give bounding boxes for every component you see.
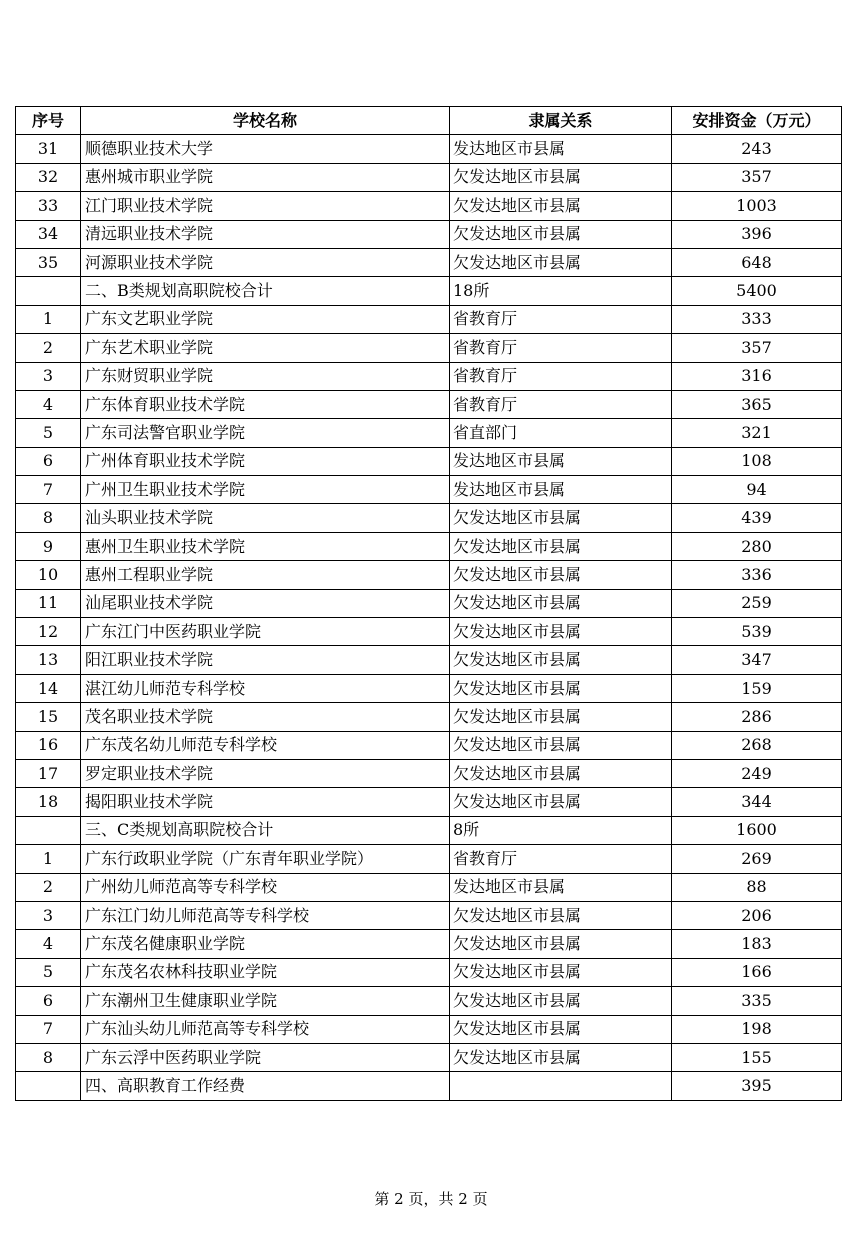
cell-school-name: 广东汕头幼儿师范高等专科学校 bbox=[81, 1015, 450, 1043]
cell-affiliation: 省教育厅 bbox=[450, 334, 672, 362]
cell-serial-number: 15 bbox=[16, 703, 81, 731]
table-row bbox=[16, 646, 842, 674]
cell-serial-number: 33 bbox=[16, 192, 81, 220]
table-row bbox=[16, 362, 842, 390]
cell-school-name: 惠州城市职业学院 bbox=[81, 163, 450, 191]
cell-affiliation: 发达地区市县属 bbox=[450, 476, 672, 504]
table-row bbox=[16, 135, 842, 163]
cell-allocated-funds: 243 bbox=[672, 135, 842, 163]
cell-allocated-funds: 539 bbox=[672, 618, 842, 646]
cell-affiliation: 欠发达地区市县属 bbox=[450, 987, 672, 1015]
cell-school-name: 广东司法警官职业学院 bbox=[81, 419, 450, 447]
cell-allocated-funds: 1003 bbox=[672, 192, 842, 220]
cell-affiliation: 欠发达地区市县属 bbox=[450, 192, 672, 220]
cell-allocated-funds: 198 bbox=[672, 1015, 842, 1043]
table-row bbox=[16, 987, 842, 1015]
table-row bbox=[16, 419, 842, 447]
cell-serial-number: 32 bbox=[16, 163, 81, 191]
cell-serial-number: 11 bbox=[16, 589, 81, 617]
cell-serial-number: 9 bbox=[16, 532, 81, 560]
cell-serial-number: 8 bbox=[16, 1043, 81, 1071]
cell-school-name: 二、B类规划高职院校合计 bbox=[81, 277, 450, 305]
cell-affiliation: 发达地区市县属 bbox=[450, 135, 672, 163]
cell-affiliation: 欠发达地区市县属 bbox=[450, 731, 672, 759]
header-serial-number: 序号 bbox=[16, 107, 81, 135]
table-row bbox=[16, 901, 842, 929]
table-header-row bbox=[16, 107, 842, 135]
cell-school-name: 清远职业技术学院 bbox=[81, 220, 450, 248]
cell-affiliation: 省教育厅 bbox=[450, 362, 672, 390]
cell-affiliation: 欠发达地区市县属 bbox=[450, 1015, 672, 1043]
cell-serial-number: 10 bbox=[16, 561, 81, 589]
cell-affiliation: 省教育厅 bbox=[450, 390, 672, 418]
funding-table bbox=[15, 106, 842, 1101]
cell-serial-number: 7 bbox=[16, 1015, 81, 1043]
cell-serial-number bbox=[16, 277, 81, 305]
cell-serial-number: 3 bbox=[16, 901, 81, 929]
cell-serial-number: 17 bbox=[16, 759, 81, 787]
cell-affiliation: 欠发达地区市县属 bbox=[450, 788, 672, 816]
cell-school-name: 江门职业技术学院 bbox=[81, 192, 450, 220]
cell-serial-number: 1 bbox=[16, 845, 81, 873]
cell-serial-number: 34 bbox=[16, 220, 81, 248]
cell-allocated-funds: 333 bbox=[672, 305, 842, 333]
cell-affiliation: 省教育厅 bbox=[450, 305, 672, 333]
cell-allocated-funds: 206 bbox=[672, 901, 842, 929]
cell-serial-number: 4 bbox=[16, 930, 81, 958]
funding-table-container bbox=[15, 106, 841, 1101]
cell-allocated-funds: 269 bbox=[672, 845, 842, 873]
cell-affiliation: 发达地区市县属 bbox=[450, 447, 672, 475]
cell-serial-number: 5 bbox=[16, 419, 81, 447]
table-row bbox=[16, 1072, 842, 1100]
cell-serial-number: 35 bbox=[16, 248, 81, 276]
cell-affiliation: 欠发达地区市县属 bbox=[450, 703, 672, 731]
table-row bbox=[16, 532, 842, 560]
cell-serial-number: 5 bbox=[16, 958, 81, 986]
table-row bbox=[16, 476, 842, 504]
cell-serial-number: 31 bbox=[16, 135, 81, 163]
cell-school-name: 广州体育职业技术学院 bbox=[81, 447, 450, 475]
cell-serial-number: 18 bbox=[16, 788, 81, 816]
cell-serial-number bbox=[16, 1072, 81, 1100]
table-row bbox=[16, 873, 842, 901]
cell-serial-number: 1 bbox=[16, 305, 81, 333]
header-school-name: 学校名称 bbox=[81, 107, 450, 135]
cell-school-name: 罗定职业技术学院 bbox=[81, 759, 450, 787]
cell-allocated-funds: 268 bbox=[672, 731, 842, 759]
cell-affiliation bbox=[450, 1072, 672, 1100]
page-number-footer: 第 2 页，共 2 页 bbox=[374, 1190, 488, 1208]
table-row bbox=[16, 731, 842, 759]
cell-school-name: 广东茂名健康职业学院 bbox=[81, 930, 450, 958]
table-row bbox=[16, 192, 842, 220]
cell-serial-number: 4 bbox=[16, 390, 81, 418]
cell-serial-number: 2 bbox=[16, 334, 81, 362]
cell-allocated-funds: 347 bbox=[672, 646, 842, 674]
table-row bbox=[16, 958, 842, 986]
cell-serial-number: 2 bbox=[16, 873, 81, 901]
cell-school-name: 揭阳职业技术学院 bbox=[81, 788, 450, 816]
cell-serial-number: 16 bbox=[16, 731, 81, 759]
cell-school-name: 汕头职业技术学院 bbox=[81, 504, 450, 532]
cell-school-name: 广州卫生职业技术学院 bbox=[81, 476, 450, 504]
cell-allocated-funds: 280 bbox=[672, 532, 842, 560]
cell-affiliation: 欠发达地区市县属 bbox=[450, 532, 672, 560]
cell-serial-number: 6 bbox=[16, 987, 81, 1015]
cell-allocated-funds: 357 bbox=[672, 163, 842, 191]
cell-serial-number: 14 bbox=[16, 674, 81, 702]
cell-school-name: 广东行政职业学院（广东青年职业学院） bbox=[81, 845, 450, 873]
table-row bbox=[16, 305, 842, 333]
cell-allocated-funds: 316 bbox=[672, 362, 842, 390]
cell-serial-number bbox=[16, 816, 81, 844]
cell-serial-number: 3 bbox=[16, 362, 81, 390]
cell-affiliation: 欠发达地区市县属 bbox=[450, 163, 672, 191]
cell-school-name: 广东潮州卫生健康职业学院 bbox=[81, 987, 450, 1015]
table-row bbox=[16, 930, 842, 958]
cell-school-name: 广东江门幼儿师范高等专科学校 bbox=[81, 901, 450, 929]
cell-school-name: 广东茂名农林科技职业学院 bbox=[81, 958, 450, 986]
cell-affiliation: 欠发达地区市县属 bbox=[450, 618, 672, 646]
cell-affiliation: 8所 bbox=[450, 816, 672, 844]
cell-school-name: 广东云浮中医药职业学院 bbox=[81, 1043, 450, 1071]
table-row bbox=[16, 703, 842, 731]
table-row bbox=[16, 447, 842, 475]
cell-affiliation: 省教育厅 bbox=[450, 845, 672, 873]
cell-affiliation: 欠发达地区市县属 bbox=[450, 901, 672, 929]
table-row bbox=[16, 816, 842, 844]
cell-school-name: 广东财贸职业学院 bbox=[81, 362, 450, 390]
cell-affiliation: 欠发达地区市县属 bbox=[450, 561, 672, 589]
cell-school-name: 汕尾职业技术学院 bbox=[81, 589, 450, 617]
cell-affiliation: 省直部门 bbox=[450, 419, 672, 447]
cell-school-name: 四、高职教育工作经费 bbox=[81, 1072, 450, 1100]
cell-allocated-funds: 396 bbox=[672, 220, 842, 248]
cell-school-name: 广东文艺职业学院 bbox=[81, 305, 450, 333]
cell-allocated-funds: 183 bbox=[672, 930, 842, 958]
cell-school-name: 惠州卫生职业技术学院 bbox=[81, 532, 450, 560]
cell-school-name: 河源职业技术学院 bbox=[81, 248, 450, 276]
cell-allocated-funds: 166 bbox=[672, 958, 842, 986]
cell-school-name: 广东体育职业技术学院 bbox=[81, 390, 450, 418]
table-row bbox=[16, 504, 842, 532]
cell-affiliation: 欠发达地区市县属 bbox=[450, 646, 672, 674]
cell-school-name: 广东江门中医药职业学院 bbox=[81, 618, 450, 646]
table-row bbox=[16, 334, 842, 362]
cell-affiliation: 欠发达地区市县属 bbox=[450, 930, 672, 958]
table-body bbox=[16, 135, 842, 1100]
cell-school-name: 惠州工程职业学院 bbox=[81, 561, 450, 589]
cell-serial-number: 12 bbox=[16, 618, 81, 646]
cell-serial-number: 7 bbox=[16, 476, 81, 504]
cell-affiliation: 欠发达地区市县属 bbox=[450, 589, 672, 617]
table-row bbox=[16, 759, 842, 787]
cell-affiliation: 欠发达地区市县属 bbox=[450, 759, 672, 787]
cell-allocated-funds: 259 bbox=[672, 589, 842, 617]
table-row bbox=[16, 788, 842, 816]
cell-allocated-funds: 108 bbox=[672, 447, 842, 475]
cell-allocated-funds: 249 bbox=[672, 759, 842, 787]
table-row bbox=[16, 1015, 842, 1043]
header-allocated-funds: 安排资金（万元） bbox=[672, 107, 842, 135]
cell-school-name: 三、C类规划高职院校合计 bbox=[81, 816, 450, 844]
table-row bbox=[16, 589, 842, 617]
cell-allocated-funds: 321 bbox=[672, 419, 842, 447]
cell-allocated-funds: 648 bbox=[672, 248, 842, 276]
cell-affiliation: 欠发达地区市县属 bbox=[450, 504, 672, 532]
cell-allocated-funds: 344 bbox=[672, 788, 842, 816]
table-row bbox=[16, 845, 842, 873]
table-row bbox=[16, 277, 842, 305]
cell-allocated-funds: 336 bbox=[672, 561, 842, 589]
cell-allocated-funds: 365 bbox=[672, 390, 842, 418]
cell-allocated-funds: 357 bbox=[672, 334, 842, 362]
table-row bbox=[16, 163, 842, 191]
cell-allocated-funds: 335 bbox=[672, 987, 842, 1015]
cell-school-name: 湛江幼儿师范专科学校 bbox=[81, 674, 450, 702]
cell-affiliation: 欠发达地区市县属 bbox=[450, 958, 672, 986]
cell-allocated-funds: 395 bbox=[672, 1072, 842, 1100]
cell-allocated-funds: 286 bbox=[672, 703, 842, 731]
cell-school-name: 阳江职业技术学院 bbox=[81, 646, 450, 674]
cell-serial-number: 8 bbox=[16, 504, 81, 532]
header-affiliation: 隶属关系 bbox=[450, 107, 672, 135]
cell-school-name: 广东艺术职业学院 bbox=[81, 334, 450, 362]
cell-school-name: 广州幼儿师范高等专科学校 bbox=[81, 873, 450, 901]
cell-allocated-funds: 155 bbox=[672, 1043, 842, 1071]
table-row bbox=[16, 248, 842, 276]
cell-school-name: 顺德职业技术大学 bbox=[81, 135, 450, 163]
table-row bbox=[16, 618, 842, 646]
cell-allocated-funds: 1600 bbox=[672, 816, 842, 844]
cell-allocated-funds: 88 bbox=[672, 873, 842, 901]
table-row bbox=[16, 561, 842, 589]
cell-serial-number: 13 bbox=[16, 646, 81, 674]
cell-affiliation: 欠发达地区市县属 bbox=[450, 220, 672, 248]
cell-allocated-funds: 94 bbox=[672, 476, 842, 504]
table-row bbox=[16, 220, 842, 248]
table-row bbox=[16, 390, 842, 418]
cell-allocated-funds: 159 bbox=[672, 674, 842, 702]
cell-affiliation: 欠发达地区市县属 bbox=[450, 1043, 672, 1071]
cell-allocated-funds: 439 bbox=[672, 504, 842, 532]
table-row bbox=[16, 674, 842, 702]
cell-serial-number: 6 bbox=[16, 447, 81, 475]
table-row bbox=[16, 1043, 842, 1071]
cell-allocated-funds: 5400 bbox=[672, 277, 842, 305]
cell-affiliation: 欠发达地区市县属 bbox=[450, 248, 672, 276]
cell-school-name: 茂名职业技术学院 bbox=[81, 703, 450, 731]
cell-school-name: 广东茂名幼儿师范专科学校 bbox=[81, 731, 450, 759]
cell-affiliation: 欠发达地区市县属 bbox=[450, 674, 672, 702]
cell-affiliation: 发达地区市县属 bbox=[450, 873, 672, 901]
cell-affiliation: 18所 bbox=[450, 277, 672, 305]
